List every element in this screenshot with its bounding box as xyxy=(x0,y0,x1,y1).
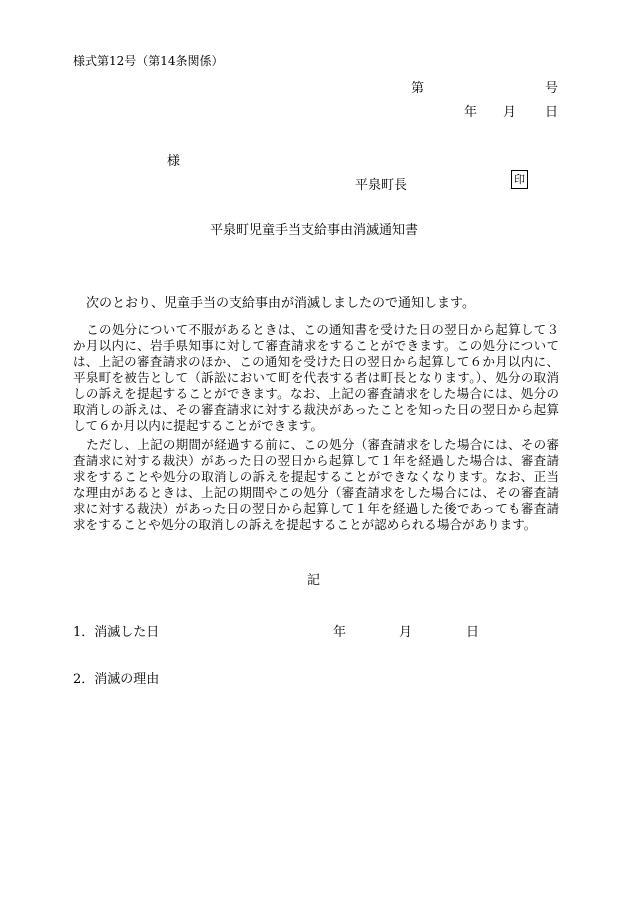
item-2-label: 2．消滅の理由 xyxy=(73,672,160,687)
document-number-prefix: 第 xyxy=(411,81,425,96)
addressee-honorific: 様 xyxy=(167,154,181,169)
document-title: 平泉町児童手当支給事由消滅通知書 xyxy=(210,223,419,238)
document-number-suffix: 号 xyxy=(545,81,559,96)
item-1-day: 日 xyxy=(466,625,480,640)
appeal-notice-paragraph-2 xyxy=(73,437,559,533)
item-1-label: 1．消滅した日 xyxy=(73,625,160,640)
issue-date-day: 日 xyxy=(545,105,559,120)
ki-heading: 記 xyxy=(307,573,321,588)
seal-stamp-box: 印 xyxy=(511,170,528,189)
sender-name: 平泉町長 xyxy=(355,178,408,193)
item-1-month: 月 xyxy=(399,625,413,640)
form-number-label: 様式第12号（第14条関係） xyxy=(73,54,224,68)
issue-date-year: 年 xyxy=(464,105,478,120)
item-1-year: 年 xyxy=(333,625,347,640)
paragraph-1-text: この処分について不服があるときは、この通知書を受けた日の翌日から起算して３か月以内に、岩手県知事に対して審査請求をすることができます。この処分については、上記の審査請求のほか、この通知を受けた日の翌日から起算して６か月以内に、平泉町を被告として（訴訟において町を代表する者は町長となります。）、処分の取消しの訴えを提起することができます。なお、上記の審査請求をした場合には、処分の取消しの訴えは、その審査請求に対する裁決があったことを知った日の翌日から起算して６か月以内に提起することができます。 xyxy=(73,322,559,433)
appeal-notice-paragraph-1 xyxy=(73,322,559,434)
issue-date-month: 月 xyxy=(503,105,517,120)
paragraph-2-text: ただし、上記の期間が経過する前に、この処分（審査請求をした場合には、その審査請求に対する裁決）があった日の翌日から起算して１年を経過した場合は、審査請求をすることや処分の取消しの訴えを提起することができなくなります。なお、正当な理由があるときは、上記の期間やこの処分（審査請求をした場合には、その審査請求に対する裁決）があった日の翌日から起算して１年を経過した後であっても審査請求をすることや処分の取消しの訴えを提起することが認められる場合があります。 xyxy=(73,437,559,532)
intro-sentence: 次のとおり、児童手当の支給事由が消滅しましたので通知します。 xyxy=(86,296,475,311)
